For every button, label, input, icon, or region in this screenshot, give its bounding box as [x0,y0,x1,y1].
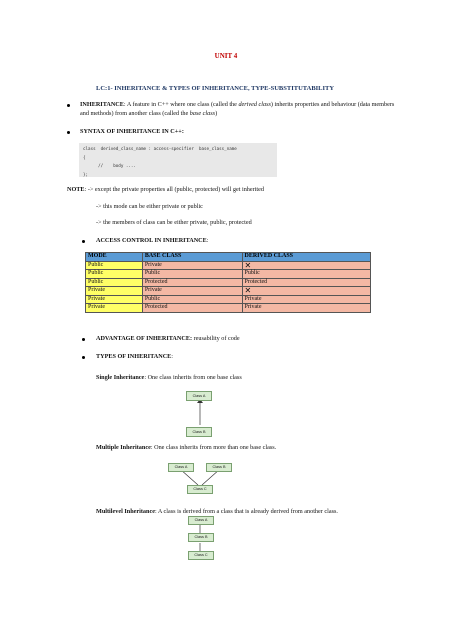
code-line: // body .... [83,163,136,168]
table-cell: Public [242,270,371,279]
class-a-box: Class A [186,391,212,401]
table-cell: Private [142,287,242,296]
table-cell: Private [86,287,143,296]
bullet [82,356,85,359]
code-line: { [83,154,86,160]
bullet [67,131,70,134]
multiple-inheritance-line: Multiple Inheritance: One class inherits from more than one base class. [96,444,277,451]
table-row [86,287,371,296]
table-cell: Public [86,270,143,279]
table-row [86,278,371,287]
table-header-row [86,253,371,262]
note-line-3: -> the members of class can be either private, public, protected [96,219,252,226]
note-line-1: NOTE: -> except the private properties all (public, protected) will get inherited [67,186,264,193]
table-cell: Private [86,304,143,313]
lc-title: LC:1- INHERITANCE & TYPES OF INHERITANCE, TYPE-SUBSTITUTABILITY [96,85,335,92]
class-c-box: Class C [188,551,214,560]
table-row [86,261,371,270]
table-cell: Protected [142,304,242,313]
table-cell: Private [142,261,242,270]
single-inheritance-line: Single Inheritance: One class inherits from one base class [96,374,242,381]
table-cell: Public [142,295,242,304]
table-cell: Private [242,304,371,313]
access-heading: ACCESS CONTROL IN INHERITANCE: [96,237,209,244]
class-a-box: Class A [188,516,214,525]
table-header: MODE [86,253,143,262]
inheritance-term: INHERITANCE [80,101,124,108]
table-cell: Private [242,295,371,304]
table-row [86,270,371,279]
table-cell: Public [142,270,242,279]
cross-icon: ✕ [242,261,371,270]
table-cell: Private [86,295,143,304]
table-cell: Public [86,261,143,270]
code-line: class derived_class_name : access-specifier base_class_name [83,146,237,151]
table-header: BASE CLASS [142,253,242,262]
table-header: DERIVED CLASS [242,253,371,262]
class-b-box: Class B [188,533,214,542]
note-line-2: -> this mode can be either private or public [96,203,203,210]
table-cell: Protected [142,278,242,287]
cross-icon: ✕ [242,287,371,296]
class-b-box: Class B [206,463,232,472]
bullet [82,240,85,243]
table-row [86,295,371,304]
syntax-heading: SYNTAX OF INHERITANCE IN C++: [80,128,184,135]
code-block [79,143,277,177]
unit-title: UNIT 4 [214,52,238,60]
advantage-line: ADVANTAGE OF INHERITANCE: reusability of code [96,335,240,342]
code-line: }; [83,171,89,177]
class-c-box: Class C [187,485,213,494]
table-cell: Protected [242,278,371,287]
table-cell: Public [86,278,143,287]
class-b-box: Class B [186,427,212,437]
types-heading: TYPES OF INHERITANCE: [96,353,174,360]
inheritance-definition: INHERITANCE: A feature in C++ where one class (called the derived class) inherits properties and behaviour (data members and methods) from another class (called the base class) [80,101,395,118]
access-control-table [85,252,371,313]
class-a-box: Class A [168,463,194,472]
bullet [67,104,70,107]
table-row [86,304,371,313]
bullet [82,338,85,341]
multilevel-inheritance-line: Multilevel Inheritance: A class is derived from a class that is already derived from another class. [96,508,338,515]
